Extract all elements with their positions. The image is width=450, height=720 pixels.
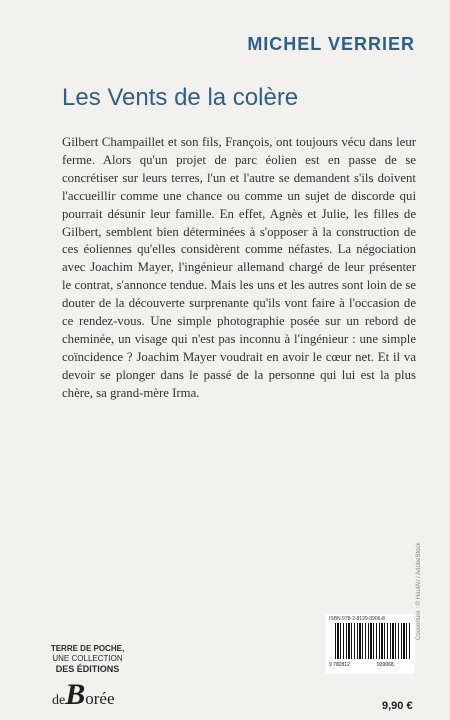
collection-line-3: DES ÉDITIONS	[55, 664, 120, 674]
isbn-text: ISBN 978-2-8129-3906-8	[329, 616, 385, 622]
barcode	[325, 614, 415, 674]
publisher-logo: deBorée	[52, 678, 115, 711]
barcode-bars	[335, 623, 411, 659]
back-cover-blurb: Gilbert Champaillet et son fils, François, ont toujours vécu dans leur ferme. Alors qu'un projet de parc éolien est en passe de se concrétiser sur leurs terres, l'un et l'autre se demandent s'ils doivent l'accueillir comme une chance ou comme un sujet de discorde qui pourrait désunir leur famille. En effet, Agnès et Julie, les filles de Gilbert, semblent bien déterminées à s'opposer à la construction de ces éoliennes qu'elles considèrent comme néfastes. La négociation avec Joachim Mayer, l'ingénieur allemand chargé de leur présenter le contrat, s'annonce tendue. Mais les uns et les autres sont loin de se douter de la découverte surprenante qu'ils vont faire à l'occasion de ce rendez-vous. Une simple photographie posée sur un rebord de cheminée, un visage qui n'est pas inconnu à l'ingénieur : une simple coïncidence ? Joachim Mayer voudrait en avoir le cœur net. Et il va devoir se plonger dans le passé de la personne qui lui est la plus chère, sa grand-mère Irma.	[62, 135, 416, 400]
collection-line-1: TERRE DE POCHE,	[50, 644, 125, 653]
author-name: MICHEL VERRIER	[247, 34, 415, 54]
barcode-digits-right: 939068	[377, 662, 394, 668]
cover-photo-credit: Couverture : © HaulAir / AdobeStock	[416, 542, 422, 640]
price-label: 9,90 €	[382, 700, 413, 712]
barcode-digits-left: 9 782812	[329, 662, 350, 668]
collection-line-2: UNE COLLECTION	[52, 654, 123, 663]
collection-info	[30, 644, 145, 674]
book-title: Les Vents de la colère	[62, 84, 299, 111]
